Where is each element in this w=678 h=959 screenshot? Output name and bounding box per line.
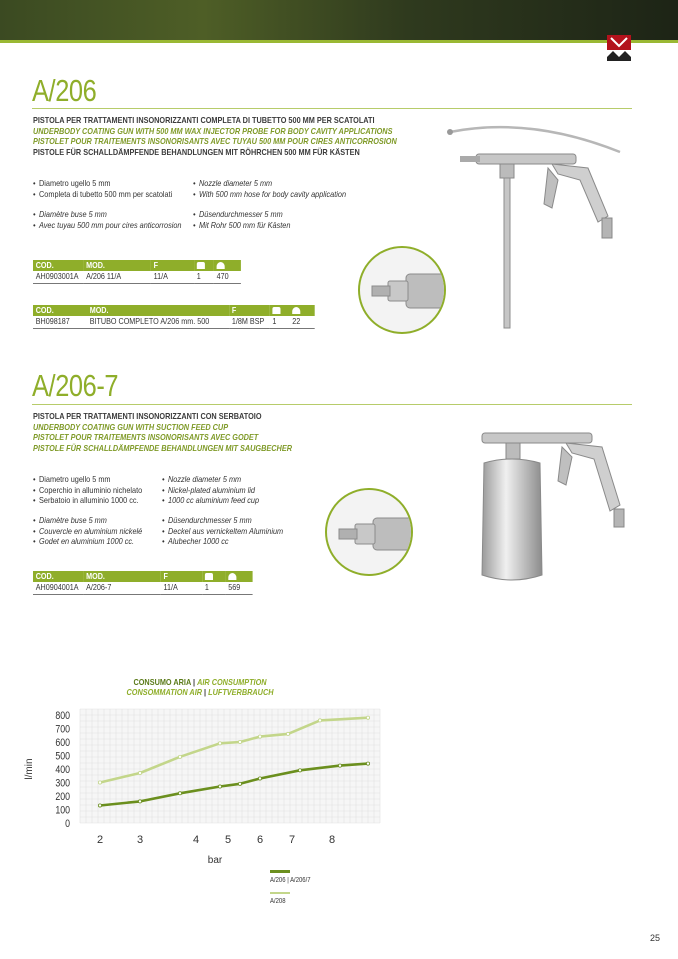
feature-item: • Coperchio in alluminio nichelato xyxy=(33,485,142,496)
weight-icon xyxy=(290,305,315,316)
series-point-0 xyxy=(138,800,141,803)
col-header-code: COD. xyxy=(33,571,83,582)
spec-table-bitubo xyxy=(33,305,315,329)
chart-title-de: LUFTVERBRAUCH xyxy=(208,687,274,697)
series-point-1 xyxy=(258,735,261,738)
cell-weight: 569 xyxy=(226,582,253,594)
header-accent-line xyxy=(0,40,678,43)
desc-line: UNDERBODY COATING GUN WITH 500 MM WAX INJECTOR PROBE FOR BODY CAVITY APPLICATIONS xyxy=(33,125,393,136)
col-header-fitting: F xyxy=(151,260,194,271)
series-point-1 xyxy=(238,740,241,743)
desc-line: UNDERBODY COATING GUN WITH SUCTION FEED CUP xyxy=(33,421,229,432)
weight-icon xyxy=(226,571,253,582)
x-tick-label: 4 xyxy=(192,834,200,846)
page-number: 25 xyxy=(650,933,661,943)
desc-line: PISTOLE FÜR SCHALLDÄMPFENDE BEHANDLUNGEN MIT SAUGBECHER xyxy=(33,442,292,453)
series-point-0 xyxy=(98,804,101,807)
nozzle-detail-a206 xyxy=(358,246,446,334)
cell-qty: 1 xyxy=(202,582,225,594)
feature-item: • Nozzle diameter 5 mm xyxy=(193,178,346,189)
spec-table-a206-7 xyxy=(33,571,253,595)
y-axis-label: l/min xyxy=(24,758,35,780)
title-rule xyxy=(32,404,632,405)
series-point-0 xyxy=(338,764,341,767)
spray-gun-a206-7-image xyxy=(470,425,640,590)
brand-logo-icon xyxy=(604,33,634,63)
cell-fitting: 11/A xyxy=(151,271,194,283)
title-rule xyxy=(32,108,632,109)
x-tick-label: 8 xyxy=(328,834,336,846)
feature-item: • Mit Rohr 500 mm für Kästen xyxy=(193,220,290,231)
desc-line: PISTOLA PER TRATTAMENTI INSONORIZZANTI CON SERBATOIO xyxy=(33,411,262,421)
y-tick-label: 500 xyxy=(55,750,70,763)
series-point-1 xyxy=(366,716,369,719)
nozzle-detail-a206-7 xyxy=(325,488,413,576)
feature-item: • 1000 cc aluminium feed cup xyxy=(162,495,259,506)
cell-model: A/206-7 xyxy=(83,582,160,594)
desc-line: PISTOLE FÜR SCHALLDÄMPFENDE BEHANDLUNGEN MIT RÖHRCHEN 500 MM FÜR KÄSTEN xyxy=(33,146,360,157)
feature-item: • Diametro ugello 5 mm xyxy=(33,474,142,485)
y-tick-label: 800 xyxy=(55,710,70,723)
series-point-0 xyxy=(298,769,301,772)
y-tick-label: 600 xyxy=(55,737,70,750)
series-point-1 xyxy=(286,732,289,735)
series-point-1 xyxy=(218,742,221,745)
x-tick-label: 7 xyxy=(288,834,296,846)
chart-title-en: AIR CONSUMPTION xyxy=(197,677,267,687)
features-en xyxy=(193,178,346,199)
chart-title: CONSUMO ARIA | AIR CONSUMPTION CONSOMMATION AIR | LUFTVERBRAUCH xyxy=(126,677,274,697)
header-bar xyxy=(0,0,678,40)
feature-item: • Diametro ugello 5 mm xyxy=(33,178,172,189)
x-tick-label: 5 xyxy=(224,834,232,846)
series-point-1 xyxy=(138,771,141,774)
feature-item: • With 500 mm hose for body cavity application xyxy=(193,189,346,200)
y-tick-label: 200 xyxy=(55,791,70,804)
col-header-model: MOD. xyxy=(83,571,160,582)
features-fr xyxy=(33,209,181,230)
feature-item: • Nickel-plated aluminium lid xyxy=(162,485,259,496)
spec-table-a206 xyxy=(33,260,241,284)
product-title-a206: A/206 xyxy=(32,73,97,108)
desc-line: PISTOLET POUR TRAITEMENTS INSONORISANTS AVEC GODET xyxy=(33,432,259,442)
cell-code: BH098187 xyxy=(33,316,87,328)
legend-swatch-a208 xyxy=(270,892,290,895)
features-en xyxy=(162,474,259,506)
features-it xyxy=(33,178,172,199)
series-point-1 xyxy=(178,755,181,758)
series-point-0 xyxy=(258,777,261,780)
series-point-1 xyxy=(318,719,321,722)
desc-line: PISTOLA PER TRATTAMENTI INSONORIZZANTI COMPLETA DI TUBETTO 500 MM PER SCATOLATI xyxy=(33,115,375,125)
feature-item: • Avec tuyau 500 mm pour cires anticorrosion xyxy=(33,220,181,231)
col-header-fitting: F xyxy=(161,571,202,582)
cell-weight: 22 xyxy=(290,316,315,328)
box-icon xyxy=(270,305,290,316)
product-description-a206 xyxy=(33,115,456,157)
x-tick-label: 6 xyxy=(256,834,264,846)
feature-item: • Diamètre buse 5 mm xyxy=(33,515,142,526)
series-point-0 xyxy=(366,762,369,765)
cell-qty: 1 xyxy=(194,271,214,283)
product-description-a206-7 xyxy=(33,411,334,453)
col-header-model: MOD. xyxy=(83,260,151,271)
cell-qty: 1 xyxy=(270,316,290,328)
cell-fitting: 11/A xyxy=(161,582,202,594)
col-header-model: MOD. xyxy=(87,305,229,316)
x-tick-label: 2 xyxy=(96,834,104,846)
col-header-code: COD. xyxy=(33,260,83,271)
y-tick-label: 0 xyxy=(65,818,70,831)
col-header-fitting: F xyxy=(229,305,270,316)
cell-code: AH0904001A xyxy=(33,582,83,594)
feature-item: • Serbatoio in alluminio 1000 cc. xyxy=(33,495,142,506)
y-tick-label: 400 xyxy=(55,764,70,777)
features-it xyxy=(33,474,142,506)
series-point-1 xyxy=(98,781,101,784)
feature-item: • Düsendurchmesser 5 mm xyxy=(193,209,290,220)
feature-item: • Couvercle en aluminium nickelé xyxy=(33,526,142,537)
y-tick-label: 300 xyxy=(55,777,70,790)
air-consumption-chart xyxy=(0,695,400,875)
legend-swatch-a206 xyxy=(270,870,290,873)
cell-model: A/206 11/A xyxy=(83,271,151,283)
legend-label-a208: A/208 xyxy=(270,898,286,905)
desc-line: PISTOLET POUR TRAITEMENTS INSONORISANTS AVEC TUYAU 500 MM POUR CIRES ANTICORROSION xyxy=(33,136,397,146)
feature-item: • Completa di tubetto 500 mm per scatolati xyxy=(33,189,172,200)
cell-weight: 470 xyxy=(214,271,241,283)
cell-model: BITUBO COMPLETO A/206 mm. 500 xyxy=(87,316,229,328)
col-header-code: COD. xyxy=(33,305,87,316)
box-icon xyxy=(194,260,214,271)
box-icon xyxy=(202,571,225,582)
table-row xyxy=(33,316,315,328)
cell-fitting: 1/8M BSP xyxy=(229,316,270,328)
features-de xyxy=(193,209,290,230)
feature-item: • Düsendurchmesser 5 mm xyxy=(162,515,283,526)
table-row xyxy=(33,271,241,283)
chart-title-it: CONSUMO ARIA xyxy=(133,677,191,687)
features-fr xyxy=(33,515,142,547)
product-title-a206-7: A/206-7 xyxy=(32,368,119,403)
series-point-0 xyxy=(218,785,221,788)
y-tick-label: 100 xyxy=(55,804,70,817)
feature-item: • Godet en aluminium 1000 cc. xyxy=(33,536,142,547)
chart-legend xyxy=(270,870,318,905)
weight-icon xyxy=(214,260,241,271)
x-tick-label: 3 xyxy=(136,834,144,846)
series-point-0 xyxy=(178,792,181,795)
legend-label-a206: A/206 | A/206/7 xyxy=(270,876,311,884)
features-de xyxy=(162,515,283,547)
chart-title-fr: CONSOMMATION AIR xyxy=(126,687,203,697)
spray-gun-a206-image xyxy=(440,118,640,333)
feature-item: • Alubecher 1000 cc xyxy=(162,536,283,547)
series-point-0 xyxy=(238,782,241,785)
feature-item: • Nozzle diameter 5 mm xyxy=(162,474,259,485)
table-row xyxy=(33,582,253,594)
y-tick-label: 700 xyxy=(55,723,70,736)
feature-item: • Deckel aus vernickeltem Aluminium xyxy=(162,526,283,537)
cell-code: AH0903001A xyxy=(33,271,83,283)
x-axis-label: bar xyxy=(207,855,223,866)
feature-item: • Diamètre buse 5 mm xyxy=(33,209,181,220)
